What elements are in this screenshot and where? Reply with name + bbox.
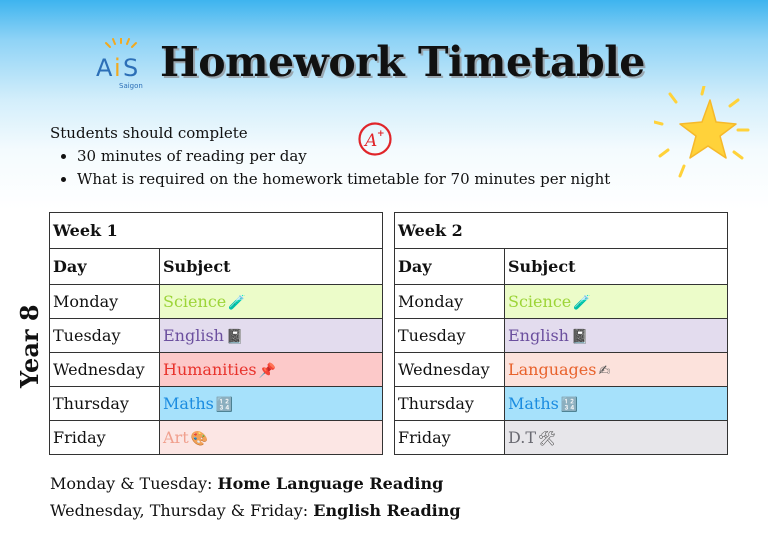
subject-cell <box>160 285 383 319</box>
day-cell: Thursday <box>50 387 160 421</box>
svg-text:+: + <box>377 129 385 139</box>
writing-hand-icon: ✍ <box>598 363 611 379</box>
svg-text:i: i <box>114 54 121 82</box>
reading-schedule <box>50 470 461 524</box>
palette-icon: 🎨 <box>190 431 209 447</box>
day-cell: Friday <box>50 421 160 455</box>
day-cell: Thursday <box>395 387 505 421</box>
table-row <box>50 285 383 319</box>
day-cell: Friday <box>395 421 505 455</box>
subject-cell <box>160 421 383 455</box>
intro-bullet-list <box>77 145 610 191</box>
pushpin-icon: 📌 <box>258 363 277 379</box>
table-row <box>395 353 728 387</box>
table-row <box>395 319 728 353</box>
reading-type-1: Home Language Reading <box>217 474 444 493</box>
reading-line-2 <box>50 497 461 524</box>
test-tube-icon: 🧪 <box>228 295 246 311</box>
subject-name: Science <box>508 292 572 311</box>
day-cell: Tuesday <box>50 319 160 353</box>
test-tube-icon: 🧪 <box>573 295 591 311</box>
table-row <box>50 421 383 455</box>
ais-saigon-logo <box>93 38 149 94</box>
subject-cell <box>160 319 383 353</box>
svg-text:A: A <box>365 131 378 151</box>
subject-column-header: Subject <box>160 249 383 285</box>
year-label: Year 8 <box>15 304 44 388</box>
reading-type-2: English Reading <box>313 501 461 520</box>
subject-name: Maths <box>163 394 214 413</box>
subject-name: Science <box>163 292 227 311</box>
svg-text:S: S <box>123 54 139 82</box>
subject-cell <box>505 387 728 421</box>
week-2-table <box>394 212 728 455</box>
day-cell: Tuesday <box>395 319 505 353</box>
subject-name: English <box>508 326 569 345</box>
reading-days-1: Monday & Tuesday: <box>50 474 218 493</box>
svg-text:A: A <box>96 54 113 82</box>
day-cell: Monday <box>50 285 160 319</box>
notebook-icon: 📓 <box>225 329 244 345</box>
notebook-icon: 📓 <box>570 329 589 345</box>
star-icon <box>654 86 750 186</box>
week-1-table <box>49 212 383 455</box>
subject-name: Art <box>163 428 189 447</box>
subject-name: Maths <box>508 394 559 413</box>
tools-icon: 🛠 <box>538 431 556 447</box>
table-row <box>50 387 383 421</box>
intro-bullet: • 30 minutes of reading per day <box>77 145 610 168</box>
subject-cell <box>505 421 728 455</box>
table-row <box>50 353 383 387</box>
logo-subtext: Saigon <box>119 82 143 90</box>
week-title: Week 1 <box>50 213 383 249</box>
week-title: Week 2 <box>395 213 728 249</box>
subject-cell <box>505 319 728 353</box>
page-title: Homework Timetable <box>160 38 645 86</box>
subject-name: English <box>163 326 224 345</box>
subject-cell <box>160 387 383 421</box>
intro-text <box>50 122 610 191</box>
table-row <box>395 421 728 455</box>
intro-bullet: • What is required on the homework timetable for 70 minutes per night <box>77 168 610 191</box>
intro-lead: Students should complete <box>50 124 248 142</box>
subject-name: Languages <box>508 360 597 379</box>
subject-name: D.T <box>508 428 537 447</box>
day-column-header: Day <box>395 249 505 285</box>
subject-column-header: Subject <box>505 249 728 285</box>
subject-cell <box>505 285 728 319</box>
reading-days-2: Wednesday, Thursday & Friday: <box>50 501 314 520</box>
numbers-icon: 🔢 <box>215 397 234 413</box>
subject-cell <box>505 353 728 387</box>
day-cell: Wednesday <box>395 353 505 387</box>
table-row <box>395 387 728 421</box>
day-cell: Wednesday <box>50 353 160 387</box>
day-column-header: Day <box>50 249 160 285</box>
subject-name: Humanities <box>163 360 257 379</box>
table-row <box>50 319 383 353</box>
table-row <box>395 285 728 319</box>
numbers-icon: 🔢 <box>560 397 579 413</box>
reading-line-1 <box>50 470 461 497</box>
subject-cell <box>160 353 383 387</box>
day-cell: Monday <box>395 285 505 319</box>
